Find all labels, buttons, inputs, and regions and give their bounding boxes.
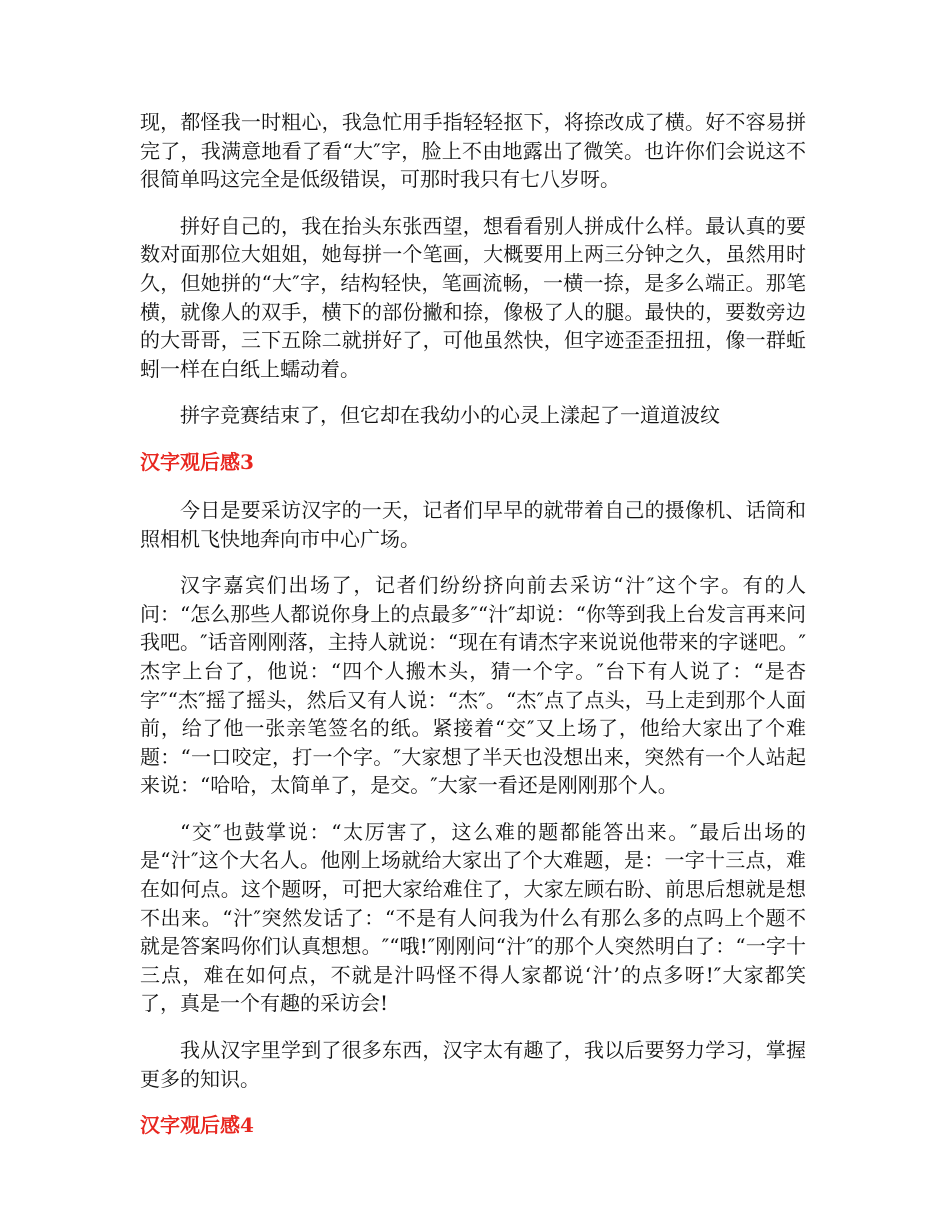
paragraph-1: 现，都怪我一时粗心，我急忙用手指轻轻抠下，将捺改成了横。好不容易拼完了，我满意地看了看“大″字，脸上不由地露出了微笑。也许你们会说这不很简单吗这完全是低级错误，可那时我只有七八岁呀。: [140, 110, 806, 192]
paragraph-2: 拼好自己的，我在抬头东张西望，想看看别人拼成什么样。最认真的要数对面那位大姐姐，她每拼一个笔画，大概要用上两三分钟之久，虽然用时久，但她拼的“大″字，结构轻快，笔画流畅，一横一捺，是多么端正。那笔横，就像人的双手，横下的部份撇和捺，像极了人的腿。最快的，要数旁边的大哥哥，三下五除二就拼好了，可他虽然快，但字迹歪歪扭扭，像一群蚯蚓一样在白纸上蠕动着。: [140, 213, 806, 381]
paragraph-3: 拼字竞赛结束了，但它却在我幼小的心灵上漾起了一道道波纹: [180, 403, 720, 428]
document-page: [140, 108, 806, 1159]
section-heading-3: 汉字观后感3: [140, 449, 254, 474]
section-heading-4: 汉字观后感4: [140, 1113, 254, 1138]
paragraph-6: “交″也鼓掌说：“太厉害了，这么难的题都能答出来。″最后出场的是“汁″这个大名人。他刚上场就给大家出了个大难题，是：一字十三点，难在如何点。这个题呀，可把大家给难住了，大家左顾右盼、前思后想就是想不出来。“汁″突然发话了：“不是有人问我为什么有那么多的点吗上个题不就是答案吗你们认真想想。″“哦!″刚刚问“汁″的那个人突然明白了：“一字十三点，难在如何点，不就是汁吗怪不得人家都说‘汁’的点多呀!″大家都笑了，真是一个有趣的采访会!: [140, 819, 806, 1016]
paragraph-5: 汉字嘉宾们出场了，记者们纷纷挤向前去采访“汁″这个字。有的人问：“怎么那些人都说你身上的点最多″“汁″却说：“你等到我上台发言再来问我吧。″话音刚刚落，主持人就说：“现在有请杰字来说说他带来的字谜吧。″杰字上台了，他说：“四个人搬木头，猜一个字。″台下有人说了：“是杏字″“杰″摇了摇头，然后又有人说：“杰″。“杰″点了点头，马上走到那个人面前，给了他一张亲笔签名的纸。紧接着“交″又上场了，他给大家出了个难题：“一口咬定，打一个字。″大家想了半天也没想出来，突然有一个人站起来说：“哈哈，太简单了，是交。″大家一看还是刚刚那个人。: [140, 573, 806, 798]
paragraph-7: 我从汉字里学到了很多东西，汉字太有趣了，我以后要努力学习，掌握更多的知识。: [140, 1038, 806, 1091]
paragraph-4: 今日是要采访汉字的一天，记者们早早的就带着自己的摄像机、话筒和照相机飞快地奔向市中心广场。: [140, 497, 806, 551]
